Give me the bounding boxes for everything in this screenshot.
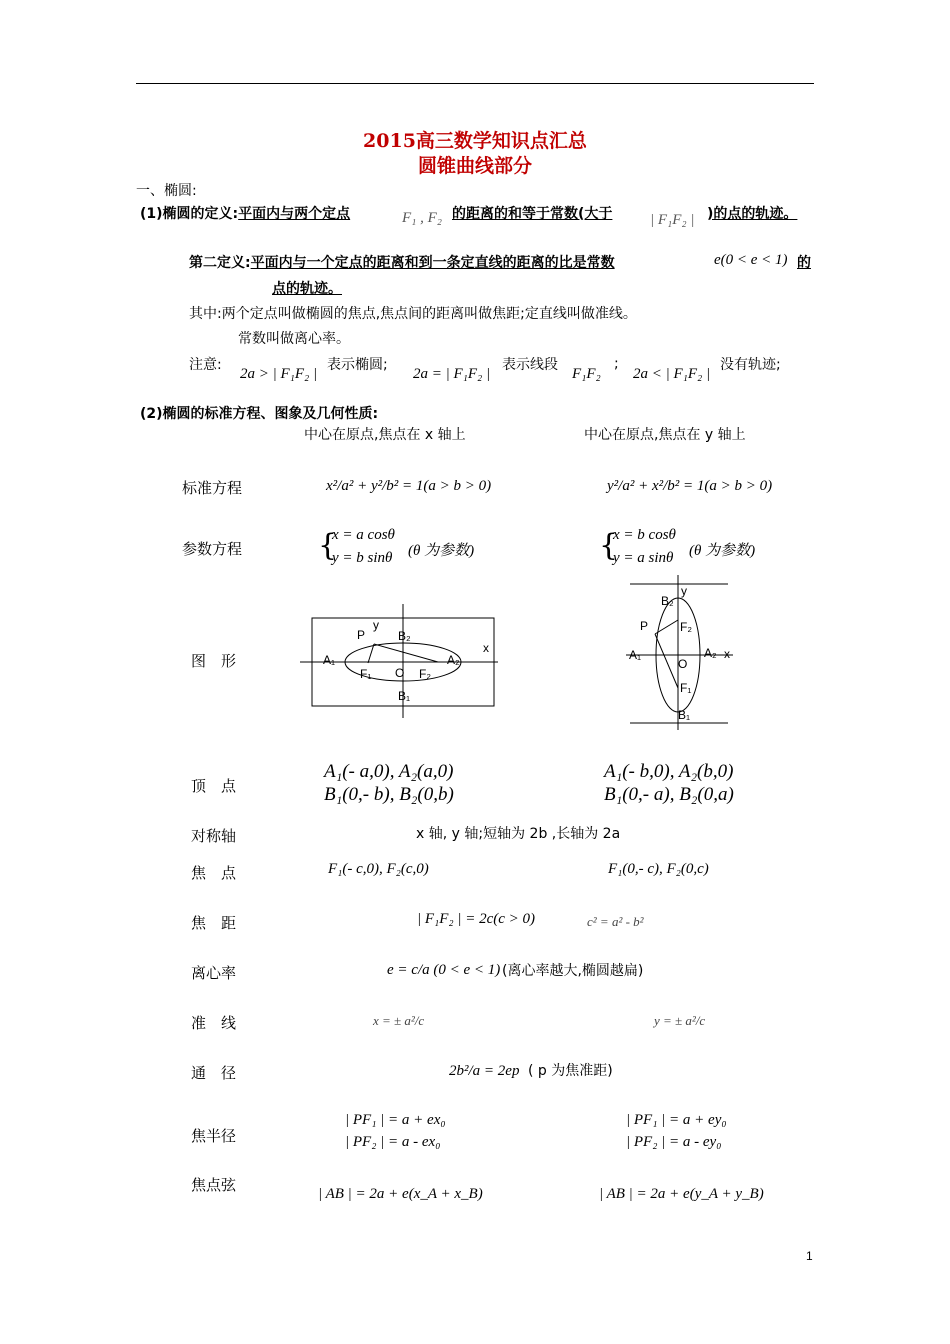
def2-label: 第二定义: [189, 255, 251, 271]
label-x: x [483, 641, 489, 655]
attention-label: 注意: [189, 357, 222, 373]
eccentricity-formula: e = c/a (0 < e < 1) [387, 962, 501, 978]
def1-foci: F₁ , F₂ [402, 210, 443, 226]
eccentricity-note: (离心率越大,椭圆越扁) [502, 963, 644, 979]
label-F2: F₂ [419, 667, 431, 681]
row-label-eccentricity: 离心率 [191, 964, 237, 982]
param-y-line1: x = b cosθ [613, 527, 676, 543]
row-label-symmetry-axis: 对称轴 [191, 827, 237, 845]
param-y-note: (θ 为参数) [689, 543, 756, 559]
definition-1 [140, 203, 350, 223]
brace-y: { [599, 528, 619, 563]
section-heading-ellipse: 一、椭圆: [136, 183, 197, 199]
label-F2: F₂ [680, 620, 692, 634]
focal-distance-x: | F₁F₂ | = 2c(c > 0) [417, 911, 536, 927]
row-label-focus: 焦 点 [191, 864, 237, 882]
row-label-latus-rectum: 通 径 [191, 1064, 237, 1082]
label-y: y [373, 618, 379, 632]
cond-separator: ; [614, 356, 619, 372]
std-eq-y: y²/a² + x²/b² = 1(a > b > 0) [607, 478, 773, 494]
label-A2: A₂ [704, 646, 717, 660]
top-rule [136, 83, 814, 84]
section-heading-properties: (2)椭圆的标准方程、图象及几何性质: [140, 406, 379, 422]
param-y-line2: y = a sinθ [613, 550, 674, 566]
focus-y: F₁(0,- c), F₂(0,c) [608, 861, 709, 877]
label-B1: B₁ [678, 708, 691, 722]
label-P: P [640, 619, 649, 633]
vertex-x-line1: A₁(- a,0), A₂(a,0) [324, 761, 454, 782]
def2-tail: 的 [797, 255, 811, 271]
row-label-focal-radius: 焦半径 [191, 1127, 237, 1145]
label-B2: B₂ [398, 629, 411, 643]
brace-x: { [318, 528, 338, 563]
focal-distance-relation: c² = a² - b² [587, 914, 644, 929]
ellipse-figure-y-axis [618, 575, 738, 730]
cond-none: 2a < | F₁F₂ | [633, 366, 711, 382]
cond-segment: 2a = | F₁F₂ | [413, 366, 491, 382]
ellipse-figure-x-axis [300, 600, 510, 720]
def2-e: e(0 < e < 1) [714, 252, 788, 268]
note-eccentricity: 常数叫做离心率。 [238, 331, 350, 347]
label-A1: A₁ [629, 648, 642, 662]
label-A1: A₁ [323, 653, 336, 667]
cond-none-text: 没有轨迹; [720, 357, 781, 373]
def1-label: (1)椭圆的定义: [140, 206, 239, 222]
row-label-focal-distance: 焦 距 [191, 914, 237, 932]
directrix-y: y = ± a²/c [654, 1013, 706, 1028]
note-foci: 其中:两个定点叫做椭圆的焦点,焦点间的距离叫做焦距;定直线叫做准线。 [189, 306, 637, 322]
def1-f1f2: | F₁F₂ | [650, 212, 695, 228]
focal-radius-x-2: | PF₂ | = a - ex₀ [345, 1134, 441, 1150]
row-label-vertex: 顶 点 [191, 777, 237, 795]
focal-radius-y-1: | PF₁ | = a + ey₀ [626, 1112, 727, 1128]
label-B1: B₁ [398, 689, 411, 703]
row-label-figure: 图 形 [191, 652, 237, 670]
def1-part1: 平面内与两个定点 [238, 206, 351, 222]
def2-text: 平面内与一个定点的距离和到一条定直线的距离的比是常数 [250, 255, 615, 271]
label-F1: F₁ [360, 667, 372, 681]
cond-segment-text: 表示线段 [502, 357, 558, 373]
column-header-y: 中心在原点,焦点在 y 轴上 [584, 427, 746, 443]
title-line-2: 圆锥曲线部分 [417, 155, 532, 177]
row-label-standard-equation: 标准方程 [182, 479, 243, 497]
directrix-x: x = ± a²/c [373, 1013, 425, 1028]
focal-line-pf2 [374, 644, 438, 662]
row-label-directrix: 准 线 [191, 1014, 237, 1032]
cond-ellipse: 2a > | F₁F₂ | [240, 366, 318, 382]
focal-radius-x-1: | PF₁ | = a + ex₀ [345, 1112, 446, 1128]
latus-rectum-note: ( p 为焦准距) [528, 1063, 613, 1079]
std-eq-x: x²/a² + y²/b² = 1(a > b > 0) [326, 478, 492, 494]
focal-radius-y-2: | PF₂ | = a - ey₀ [626, 1134, 722, 1150]
vertex-x-line2: B₁(0,- b), B₂(0,b) [324, 784, 454, 805]
focal-chord-y: | AB | = 2a + e(y_A + y_B) [599, 1186, 764, 1202]
label-A2: A₂ [447, 653, 460, 667]
label-y: y [681, 584, 687, 598]
cond-segment-f1f2: F₁F₂ [572, 366, 601, 382]
latus-rectum-formula: 2b²/a = 2ep [449, 1063, 520, 1079]
definition-2 [189, 252, 615, 272]
label-P: P [357, 628, 366, 642]
row-label-focal-chord: 焦点弦 [191, 1176, 237, 1194]
vertex-y-line2: B₁(0,- a), B₂(0,a) [604, 784, 734, 805]
cond-ellipse-text: 表示椭圆; [327, 357, 388, 373]
label-O: O [678, 657, 688, 671]
def1-part3: )的点的轨迹。 [707, 206, 798, 222]
label-O: O [395, 666, 405, 680]
row-label-parametric-equation: 参数方程 [182, 540, 243, 558]
label-x: x [724, 647, 730, 661]
label-B2: B₂ [661, 594, 674, 608]
vertex-y-line1: A₁(- b,0), A₂(b,0) [604, 761, 734, 782]
def1-part2: 的距离的和等于常数(大于 [452, 206, 613, 222]
param-x-note: (θ 为参数) [408, 543, 475, 559]
label-F1: F₁ [680, 681, 692, 695]
focal-chord-x: | AB | = 2a + e(x_A + x_B) [318, 1186, 483, 1202]
param-x-line1: x = a cosθ [332, 527, 395, 543]
column-header-x: 中心在原点,焦点在 x 轴上 [304, 427, 466, 443]
page-number: 1 [806, 1249, 813, 1263]
title-line-1: 2015高三数学知识点汇总 [363, 130, 587, 152]
def2-line2: 点的轨迹。 [272, 281, 342, 297]
param-x-line2: y = b sinθ [332, 550, 393, 566]
focus-x: F₁(- c,0), F₂(c,0) [328, 861, 429, 877]
symmetry-axis-text: x 轴, y 轴;短轴为 2b ,长轴为 2a [416, 826, 621, 842]
